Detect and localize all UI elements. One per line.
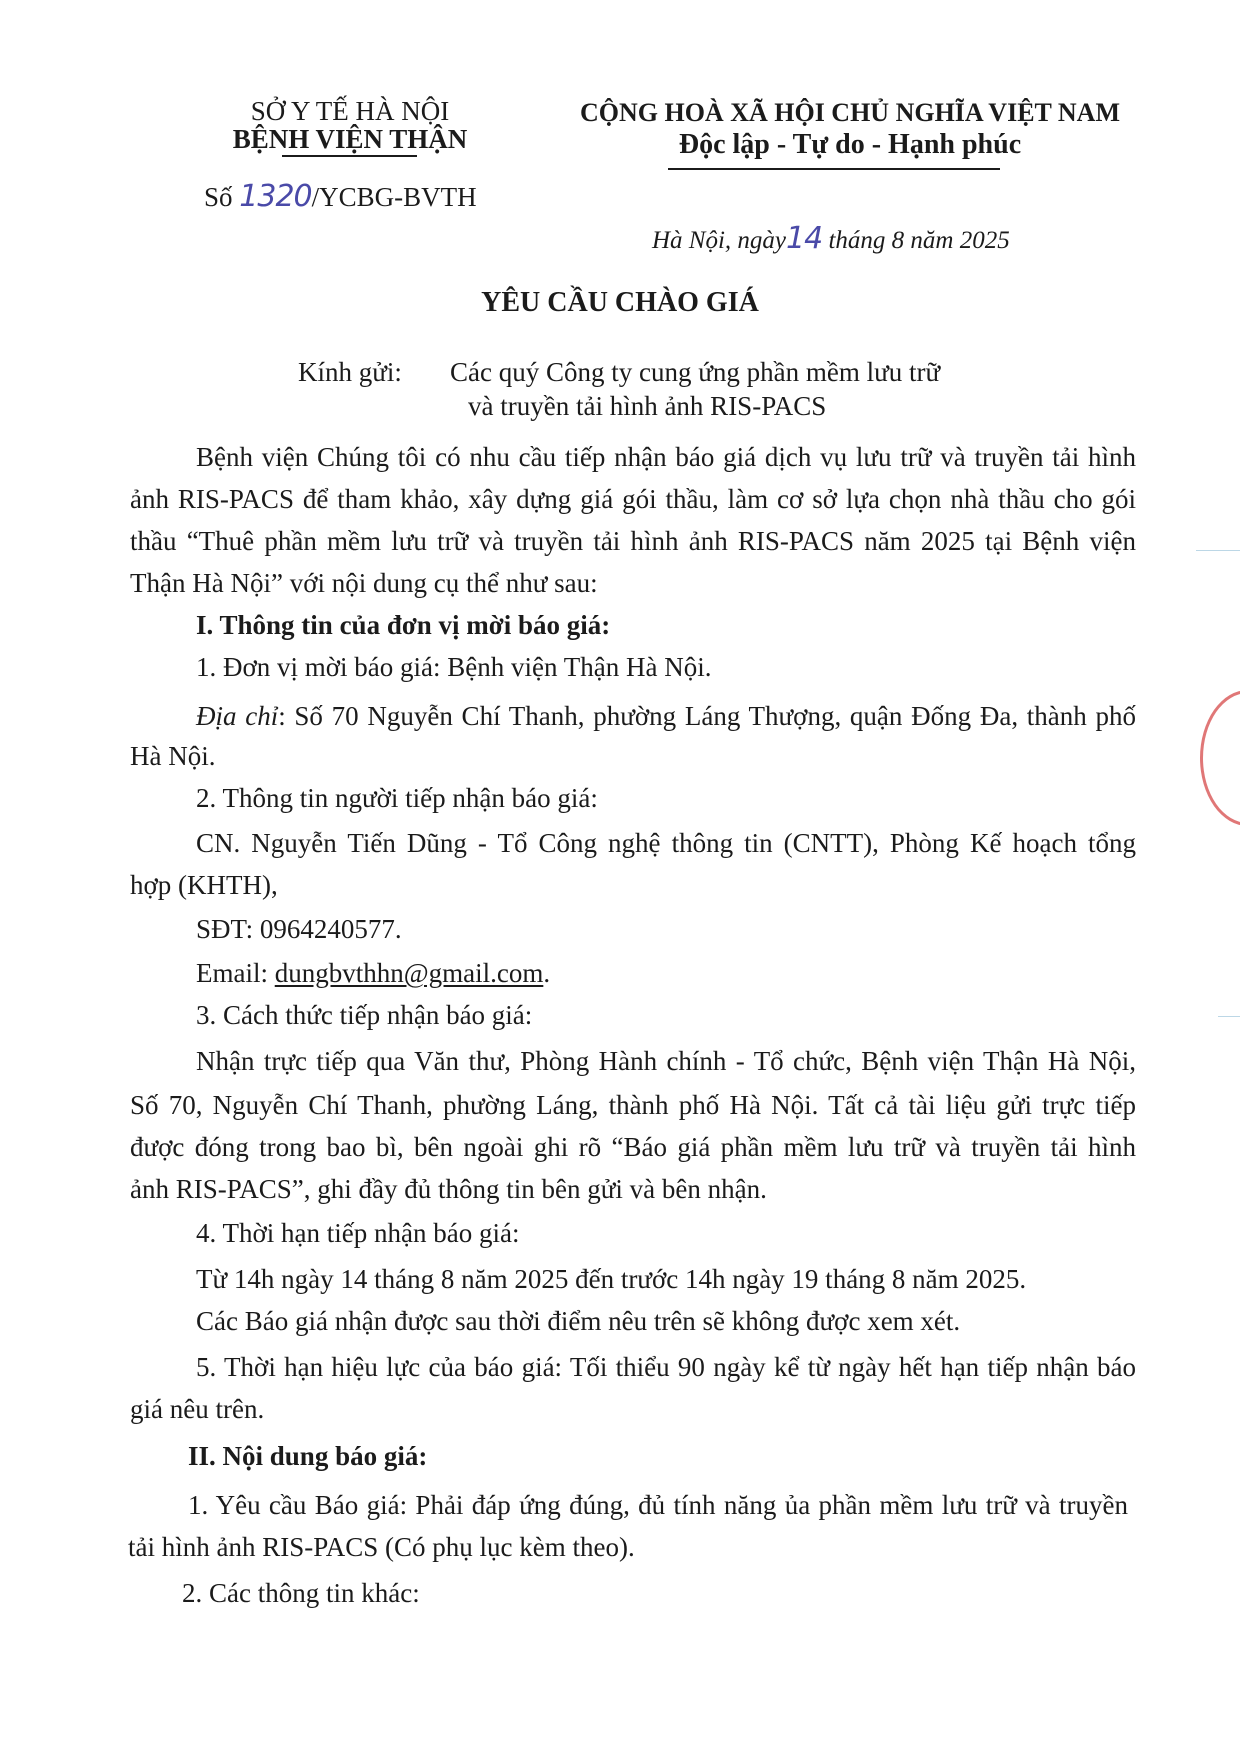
address-line-2: Hà Nội. (130, 741, 216, 771)
motto-underline (668, 168, 1000, 170)
handwritten-number: 1320 (239, 179, 312, 214)
section-1-item-5-line-1: 5. Thời hạn hiệu lực của báo giá: Tối thiểu 90 ngày kể từ ngày hết hạn tiếp nhận báo (196, 1352, 1136, 1382)
section-1-item-2: 2. Thông tin người tiếp nhận báo giá: (196, 783, 598, 813)
section-2-item-1-line-1: 1. Yêu cầu Báo giá: Phải đáp ứng đúng, đủ tính năng ủa phần mềm lưu trữ và truyền (188, 1490, 1128, 1520)
margin-mark (1196, 550, 1240, 551)
number-prefix: Số (204, 182, 233, 212)
email-end: . (543, 958, 551, 988)
section-1-heading: I. Thông tin của đơn vị mời báo giá: (196, 610, 611, 640)
section-1-item-5-line-2: giá nêu trên. (130, 1394, 265, 1424)
handwritten-day: 14 (786, 221, 823, 256)
intro-line-2: ảnh RIS-PACS để tham khảo, xây dựng giá gói thầu, làm cơ sở lựa chọn nhà thầu cho gói (130, 484, 1136, 514)
recipient-line-2: và truyền tải hình ảnh RIS-PACS (468, 391, 827, 421)
method-line-3: được đóng trong bao bì, bên ngoài ghi rõ “Báo giá phần mềm lưu trữ và truyền tải hình (130, 1132, 1136, 1162)
section-1-item-3: 3. Cách thức tiếp nhận báo giá: (196, 1000, 533, 1030)
late-note: Các Báo giá nhận được sau thời điểm nêu trên sẽ không được xem xét. (196, 1306, 961, 1336)
contact-line-1: CN. Nguyễn Tiến Dũng - Tổ Công nghệ thông tin (CNTT), Phòng Kế hoạch tổng (196, 828, 1136, 858)
agency-name: BỆNH VIỆN THẬN (232, 124, 468, 154)
address-label: Địa chỉ (196, 701, 279, 731)
receipt-period: Từ 14h ngày 14 tháng 8 năm 2025 đến trước 14h ngày 19 tháng 8 năm 2025. (196, 1264, 1027, 1294)
recipient-line-1: Các quý Công ty cung ứng phần mềm lưu trữ (450, 357, 941, 387)
section-2-heading: II. Nội dung báo giá: (188, 1441, 428, 1471)
method-line-4: ảnh RIS-PACS”, ghi đầy đủ thông tin bên gửi và bên nhận. (130, 1174, 767, 1204)
nation-title: CỘNG HOÀ XÃ HỘI CHỦ NGHĨA VIỆT NAM (579, 98, 1121, 127)
section-2-item-2: 2. Các thông tin khác: (182, 1578, 420, 1608)
date-prefix: Hà Nội, ngày (652, 227, 787, 254)
email-label: Email: (196, 958, 275, 988)
date-suffix: tháng 8 năm 2025 (828, 227, 1010, 254)
intro-line-1: Bệnh viện Chúng tôi có nhu cầu tiếp nhận báo giá dịch vụ lưu trữ và truyền tải hình (196, 442, 1136, 472)
document-date (652, 222, 1010, 258)
section-1-item-4: 4. Thời hạn tiếp nhận báo giá: (196, 1218, 520, 1248)
motto: Độc lập - Tự do - Hạnh phúc (678, 129, 1022, 160)
agency-underline (282, 155, 417, 157)
margin-mark (1218, 1016, 1240, 1017)
intro-line-3: thầu “Thuê phần mềm lưu trữ và truyền tải hình ảnh RIS-PACS năm 2025 tại Bệnh viện (130, 526, 1136, 556)
section-2-item-1-line-2: tải hình ảnh RIS-PACS (Có phụ lục kèm theo). (128, 1532, 635, 1562)
recipient-label: Kính gửi: (298, 357, 402, 387)
document-number (204, 180, 477, 214)
email-link[interactable]: dungbvthhn@gmail.com (274, 958, 544, 988)
document-title: YÊU CẦU CHÀO GIÁ (481, 287, 759, 318)
number-suffix: /YCBG-BVTH (311, 182, 477, 212)
intro-line-4: Thận Hà Nội” với nội dung cụ thể như sau: (130, 568, 598, 598)
section-1-item-1: 1. Đơn vị mời báo giá: Bệnh viện Thận Hà Nội. (196, 652, 712, 682)
contact-line-2: hợp (KHTH), (130, 870, 278, 900)
method-line-2: Số 70, Nguyễn Chí Thanh, phường Láng, thành phố Hà Nội. Tất cả tài liệu gửi trực tiếp (130, 1090, 1136, 1120)
address-line-1 (196, 699, 1136, 733)
red-stamp-partial (1200, 690, 1240, 826)
contact-phone: SĐT: 0964240577. (196, 914, 402, 944)
address-text: : Số 70 Nguyễn Chí Thanh, phường Láng Thượng, quận Đống Đa, thành phố (278, 701, 1136, 731)
contact-email (196, 956, 550, 990)
agency-parent: SỞ Y TẾ HÀ NỘI (250, 96, 450, 126)
method-line-1: Nhận trực tiếp qua Văn thư, Phòng Hành chính - Tổ chức, Bệnh viện Thận Hà Nội, (196, 1046, 1136, 1076)
